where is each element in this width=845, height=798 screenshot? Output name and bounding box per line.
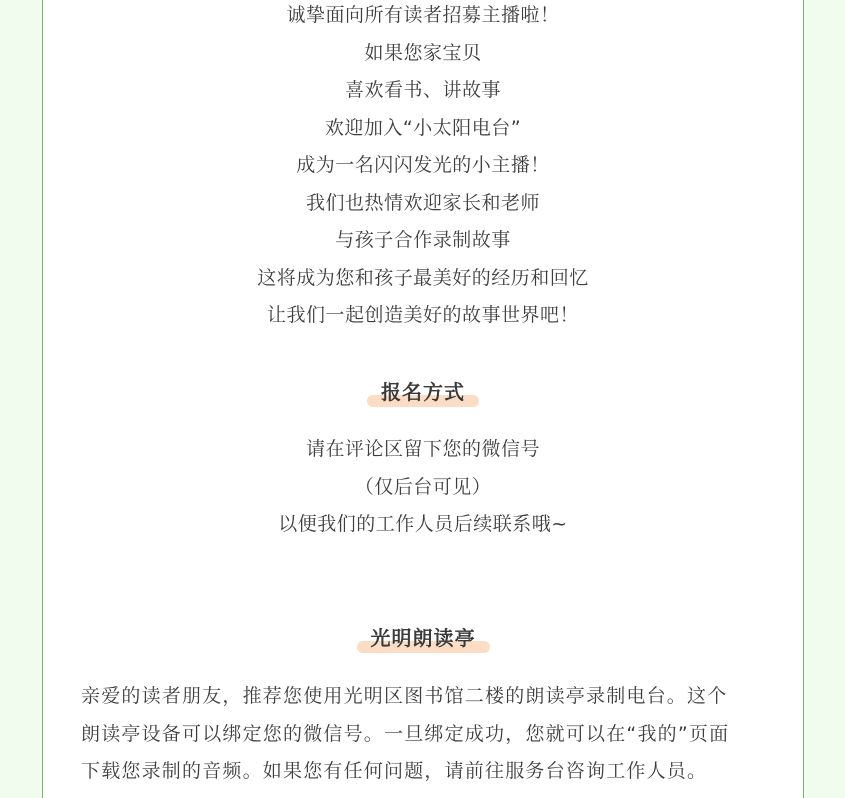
paragraph-line: 下载您录制的音频。如果您有任何问题，请前往服务台咨询工作人员。 bbox=[81, 760, 708, 782]
signup-line: （仅后台可见） bbox=[354, 476, 492, 498]
intro-line: 这将成为您和孩子最美好的经历和回忆 bbox=[257, 267, 589, 289]
reading-booth-paragraph bbox=[81, 678, 771, 791]
reading-booth-section-heading bbox=[43, 625, 803, 651]
signup-title bbox=[367, 379, 479, 405]
intro-line: 欢迎加入“小太阳电台” bbox=[324, 117, 522, 139]
intro-line: 如果您家宝贝 bbox=[364, 42, 482, 64]
signup-line: 请在评论区留下您的微信号 bbox=[305, 438, 540, 460]
signup-section-heading bbox=[43, 379, 803, 405]
intro-line: 我们也热情欢迎家长和老师 bbox=[305, 192, 540, 214]
intro-line: 让我们一起创造美好的故事世界吧！ bbox=[266, 304, 579, 326]
intro-line: 成为一名闪闪发光的小主播！ bbox=[296, 154, 550, 176]
paragraph-line: 亲爱的读者朋友，推荐您使用光明区图书馆二楼的朗读亭录制电台。这个 bbox=[81, 685, 728, 707]
signup-title-text: 报名方式 bbox=[381, 380, 465, 404]
article-card bbox=[42, 0, 804, 798]
intro-line: 诚挚面向所有读者招募主播啦！ bbox=[286, 4, 560, 26]
intro-line: 与孩子合作录制故事 bbox=[335, 229, 511, 251]
reading-booth-title-text: 光明朗读亭 bbox=[370, 626, 476, 650]
intro-line: 喜欢看书、讲故事 bbox=[344, 79, 501, 101]
signup-line: 以便我们的工作人员后续联系哦~ bbox=[278, 513, 568, 535]
reading-booth-title bbox=[357, 625, 490, 651]
paragraph-line: 朗读亭设备可以绑定您的微信号。一旦绑定成功，您就可以在“我的”页面 bbox=[81, 722, 730, 745]
